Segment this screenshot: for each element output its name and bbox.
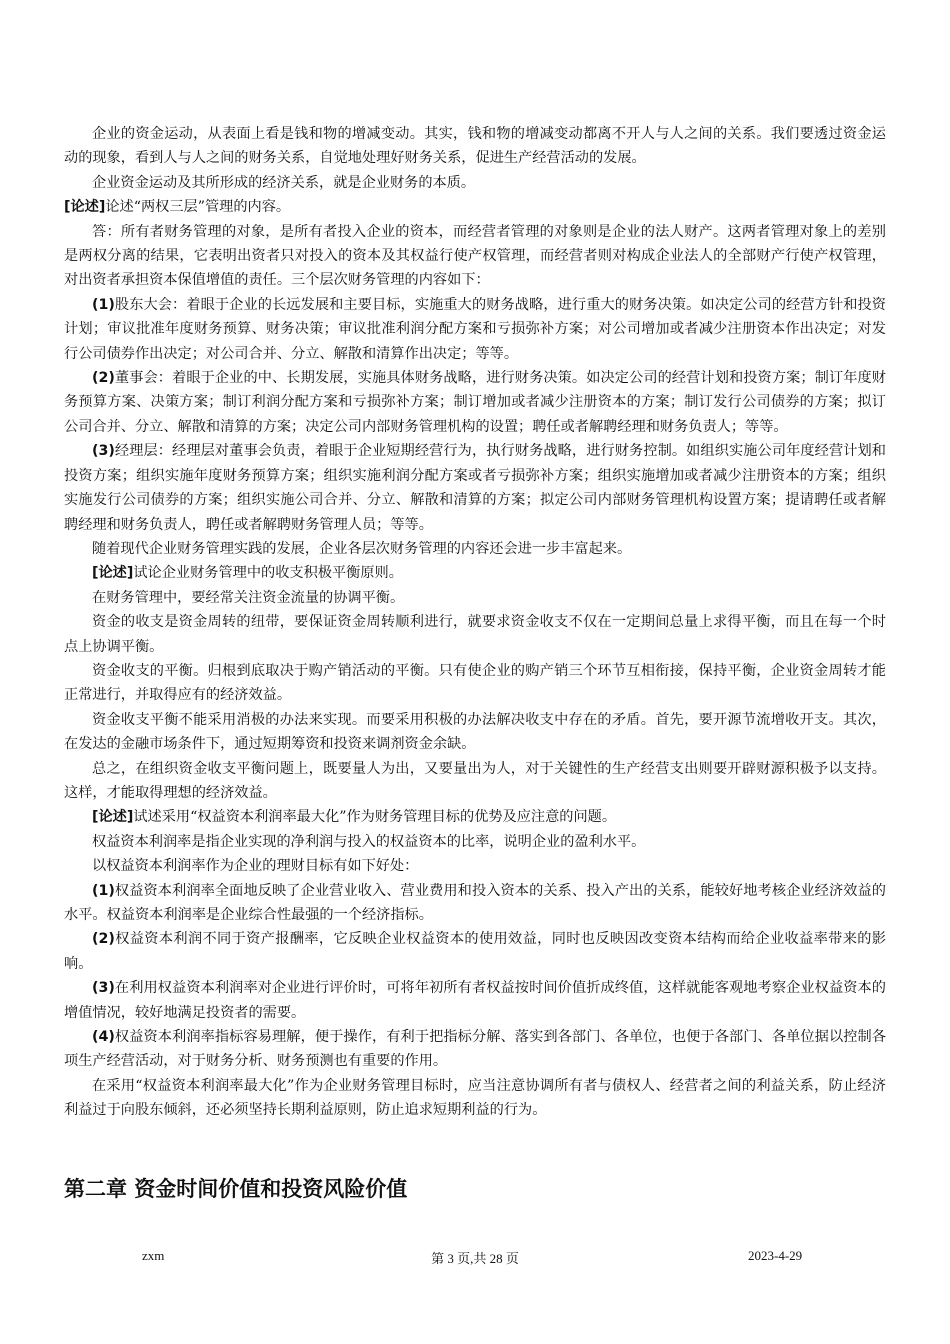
- paragraph: [64, 830, 886, 854]
- paragraph-text: 企业资金运动及其所形成的经济关系，就是企业财务的本质。: [92, 174, 476, 191]
- paragraph: [64, 659, 886, 708]
- paragraph-text: 在财务管理中，要经常关注资金流量的协调平衡。: [92, 589, 405, 606]
- paragraph: [64, 976, 886, 1025]
- paragraph: [64, 439, 886, 537]
- paragraph-marker: (3): [92, 443, 115, 460]
- paragraph-marker: [论述]: [64, 199, 106, 216]
- paragraph-text: 随着现代企业财务管理实践的发展，企业各层次财务管理的内容还会进一步丰富起来。: [92, 540, 632, 557]
- paragraph: [64, 293, 886, 366]
- paragraph-text: 企业的资金运动，从表面上看是钱和物的增减变动。其实，钱和物的增减变动都离不开人与人之间的关系。我们要透过资金运动的现象，看到人与人之间的财务关系，自觉地处理好财务关系，促进生产经营活动的发展。: [64, 126, 886, 167]
- paragraph-marker: (1): [92, 882, 115, 899]
- paragraph-marker: (1): [92, 296, 115, 313]
- paragraph: [64, 610, 886, 659]
- paragraph: [64, 366, 886, 439]
- paragraph: [64, 195, 886, 219]
- paragraph-text: 资金收支平衡不能采用消极的办法来实现。而要采用积极的办法解决收支中存在的矛盾。首先，要开源节流增收开支。其次，在发达的金融市场条件下，通过短期筹资和投资来调剂资金余缺。: [64, 711, 886, 753]
- paragraph: [64, 586, 886, 610]
- paragraph-text: 资金的收支是资金周转的纽带，要保证资金周转顺利进行，就要求资金收支不仅在一定期间总量上求得平衡，而且在每一个时点上协调平衡。: [64, 614, 886, 655]
- paragraph-marker: (4): [92, 1029, 115, 1046]
- paragraph-text: 试论企业财务管理中的收支积极平衡原则。: [133, 565, 403, 582]
- paragraph-text: 论述“两权三层”管理的内容。: [105, 199, 291, 216]
- paragraph: [64, 757, 886, 806]
- paragraph: [64, 1025, 886, 1074]
- paragraph-text: 在采用“权益资本利润率最大化”作为企业财务管理目标时，应当注意协调所有者与债权人、经营者之间的利益关系，防止经济利益过于向股东倾斜，还必须坚持长期利益原则，防止追求短期利益的行为。: [64, 1077, 886, 1119]
- paragraph-text: 股东大会：着眼于企业的长远发展和主要目标，实施重大的财务战略，进行重大的财务决策。如决定公司的经营方针和投资计划；审议批准年度财务预算、财务决策；审议批准利润分配方案和亏损弥补方案；对公司增加或者减少注册资本作出决定；对发行公司债券作出决定；对公司合并、分立、解散和清算作出决定；等等。: [64, 296, 886, 362]
- paragraph-text: 试述采用“权益资本利润率最大化”作为财务管理目标的优势及应注意的问题。: [133, 809, 617, 826]
- paragraph-marker: (2): [92, 931, 115, 948]
- paragraph-marker: [论述]: [92, 565, 134, 582]
- paragraph-text: 董事会：着眼于企业的中、长期发展，实施具体财务战略，进行财务决策。如决定公司的经营计划和投资方案；制订年度财务预算方案、决策方案；制订利润分配方案和亏损弥补方案；制订增加或者减少注册资本的方案；制订发行公司债券的方案；拟订公司合并、分立、解散和清算的方案；决定公司内部财务管理机构的设置；聘任或者解聘经理和财务负责人；等等。: [64, 370, 886, 435]
- paragraph-text: 权益资本利润率指标容易理解，便于操作，有利于把指标分解、落实到各部门、各单位，也便于各部门、各单位据以控制各项生产经营活动，对于财务分析、财务预测也有重要的作用。: [64, 1029, 886, 1070]
- paragraph-text: 权益资本利润率全面地反映了企业营业收入、营业费用和投入资本的关系、投入产出的关系，能较好地考核企业经济效益的水平。权益资本利润率是企业综合性最强的一个经济指标。: [64, 882, 886, 923]
- document-body: [64, 122, 886, 1123]
- paragraph-marker: (2): [92, 370, 115, 387]
- paragraph: [64, 805, 886, 829]
- paragraph-marker: [论述]: [92, 809, 134, 826]
- paragraph-text: 答：所有者财务管理的对象，是所有者投入企业的资本，而经营者管理的对象则是企业的法人财产。这两者管理对象上的差别是两权分离的结果，它表明出资者只对投入的资本及其权益行使产权管理，而经营者则对构成企业法人的全部财产行使产权管理，对出资者承担资本保值增值的责任。三个层次财务管理的内容如下：: [64, 223, 886, 289]
- paragraph: [64, 1074, 886, 1123]
- paragraph: [64, 561, 886, 585]
- page-footer: [0, 1248, 950, 1268]
- paragraph: [64, 171, 886, 195]
- footer-page-number: 第 3 页,共 28 页: [431, 1251, 519, 1266]
- paragraph-text: 在利用权益资本利润率对企业进行评价时，可将年初所有者权益按时间价值折成终值，这样就能客观地考察企业权益资本的增值情况，较好地满足投资者的需要。: [64, 980, 886, 1021]
- footer-author: zxm: [142, 1248, 165, 1263]
- paragraph-marker: (3): [92, 980, 115, 997]
- paragraph-text: 经理层：经理层对董事会负责，着眼于企业短期经营行为，执行财务战略，进行财务控制。如组织实施公司年度经营计划和投资方案；组织实施年度财务预算方案；组织实施利润分配方案或者亏损弥补方案；组织实施增加或者减少注册资本的方案；组织实施发行公司债券的方案；组织实施公司合并、分立、解散和清算的方案；拟定公司内部财务管理机构设置方案；提请聘任或者解聘经理和财务负责人，聘任或者解聘财务管理人员；等等。: [64, 443, 886, 533]
- paragraph: [64, 879, 886, 928]
- footer-date: 2023-4-29: [748, 1248, 803, 1263]
- paragraph: [64, 220, 886, 293]
- paragraph-text: 权益资本利润不同于资产报酬率，它反映企业权益资本的使用效益，同时也反映因改变资本结构而给企业收益率带来的影响。: [64, 931, 886, 972]
- paragraph: [64, 927, 886, 976]
- paragraph: [64, 708, 886, 757]
- paragraph: [64, 854, 886, 878]
- paragraph: [64, 122, 886, 171]
- paragraph-text: 总之，在组织资金收支平衡问题上，既要量人为出，又要量出为人，对于关键性的生产经营支出则要开辟财源积极予以支持。这样，才能取得理想的经济效益。: [64, 760, 886, 801]
- chapter-title: 第二章 资金时间价值和投资风险价值: [64, 1176, 408, 1201]
- paragraph-text: 以权益资本利润率作为企业的理财目标有如下好处：: [92, 858, 419, 875]
- paragraph-text: 权益资本利润率是指企业实现的净利润与投入的权益资本的比率，说明企业的盈利水平。: [92, 833, 646, 850]
- paragraph: [64, 537, 886, 561]
- paragraph-text: 资金收支的平衡。归根到底取决于购产销活动的平衡。只有使企业的购产销三个环节互相衔接，保持平衡，企业资金周转才能正常进行，并取得应有的经济效益。: [64, 662, 886, 704]
